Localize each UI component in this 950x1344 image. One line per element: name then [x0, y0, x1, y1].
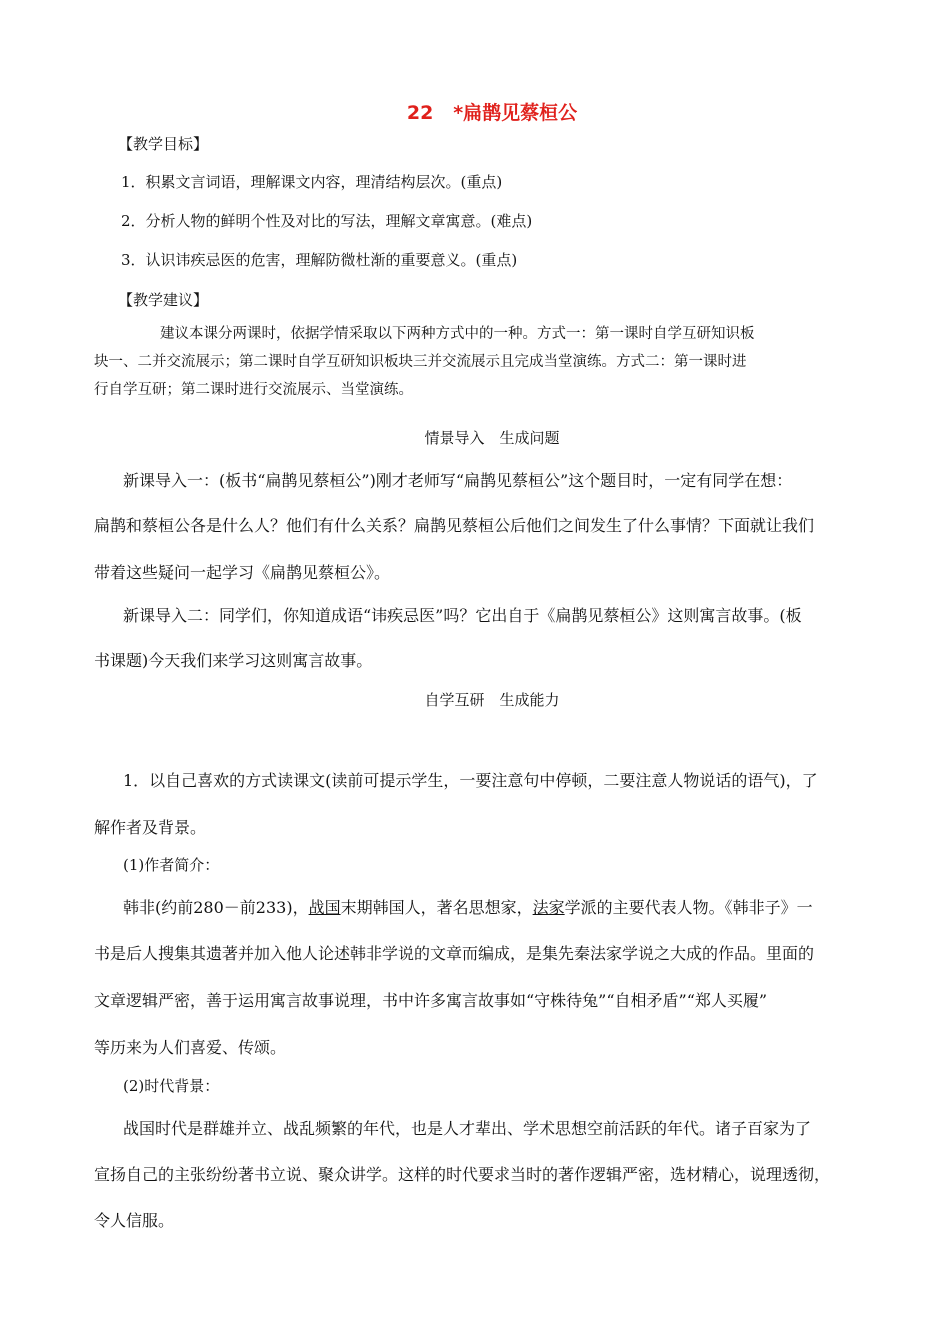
- section-heading-selfstudy: 自学互研 生成能力: [424, 691, 560, 709]
- lesson-number: 22: [406, 102, 434, 124]
- selfstudy-item1-line-1: 1．以自己喜欢的方式读课文(读前可提示学生，一要注意句中停顿，二要注意人物说话的语气)，了: [123, 771, 818, 790]
- intro1-line-3: 带着这些疑问一起学习《扁鹊见蔡桓公》。: [94, 563, 391, 582]
- author-line-2: 书是后人搜集其遗著并加入他人论述韩非学说的文章而编成，是集先秦法家学说之大成的作品。里面的: [94, 944, 815, 963]
- goal-item-1: 1．积累文言词语，理解课文内容，理清结构层次。(重点): [121, 173, 503, 191]
- link-zhanguo[interactable]: 战国: [308, 898, 341, 917]
- author-line-1-part-c: 学派的主要代表人物。《韩非子》一: [564, 898, 813, 917]
- lesson-name: *扁鹊见蔡桓公: [453, 102, 578, 124]
- suggestion-line-1: 建议本课分两课时，依据学情采取以下两种方式中的一种。方式一：第一课时自学互研知识板: [160, 326, 755, 342]
- goal-item-2: 2．分析人物的鲜明个性及对比的写法，理解文章寓意。(难点): [121, 212, 533, 230]
- author-line-1-part-b: 末期韩国人，著名思想家，: [340, 898, 533, 917]
- teaching-suggestions-heading: 【教学建议】: [118, 291, 209, 309]
- intro2-line-1: 新课导入二：同学们，你知道成语“讳疾忌医”吗？它出自于《扁鹊见蔡桓公》这则寓言故事。(板: [123, 606, 802, 625]
- author-line-3: 文章逻辑严密，善于运用寓言故事说理，书中许多寓言故事如“守株待兔”“自相矛盾”“郑人买履”: [94, 991, 768, 1010]
- teaching-goals-heading: 【教学目标】: [118, 135, 209, 153]
- background-label: (2)时代背景：: [123, 1077, 220, 1095]
- link-fajia[interactable]: 法家: [532, 898, 565, 917]
- author-line-1-part-a: 韩非(约前280－前233)，: [123, 898, 309, 917]
- background-line-1: 战国时代是群雄并立、战乱频繁的年代，也是人才辈出、学术思想空前活跃的年代。诸子百家为了: [123, 1119, 812, 1138]
- suggestion-line-2: 块一、二并交流展示；第二课时自学互研知识板块三并交流展示且完成当堂演练。方式二：第一课时进: [94, 354, 747, 370]
- background-line-3: 令人信服。: [94, 1211, 175, 1230]
- intro1-line-2: 扁鹊和蔡桓公各是什么人？他们有什么关系？扁鹊见蔡桓公后他们之间发生了什么事情？下面就让我们: [94, 516, 815, 535]
- author-label: (1)作者简介：: [123, 856, 220, 874]
- author-line-1: [123, 897, 813, 919]
- intro1-line-1: 新课导入一：(板书“扁鹊见蔡桓公”)刚才老师写“扁鹊见蔡桓公”这个题目时，一定有同学在想：: [123, 471, 793, 490]
- section-heading-intro: 情景导入 生成问题: [424, 429, 560, 447]
- intro2-line-2: 书课题)今天我们来学习这则寓言故事。: [94, 651, 373, 670]
- selfstudy-item1-line-2: 解作者及背景。: [94, 818, 207, 837]
- lesson-title: [0, 100, 950, 126]
- suggestion-line-3: 行自学互研；第二课时进行交流展示、当堂演练。: [94, 382, 413, 398]
- author-line-4: 等历来为人们喜爱、传颂。: [94, 1038, 287, 1057]
- background-line-2: 宣扬自己的主张纷纷著书立说、聚众讲学。这样的时代要求当时的著作逻辑严密，选材精心，说理透彻，: [94, 1165, 831, 1184]
- goal-item-3: 3．认识讳疾忌医的危害，理解防微杜渐的重要意义。(重点): [121, 251, 518, 269]
